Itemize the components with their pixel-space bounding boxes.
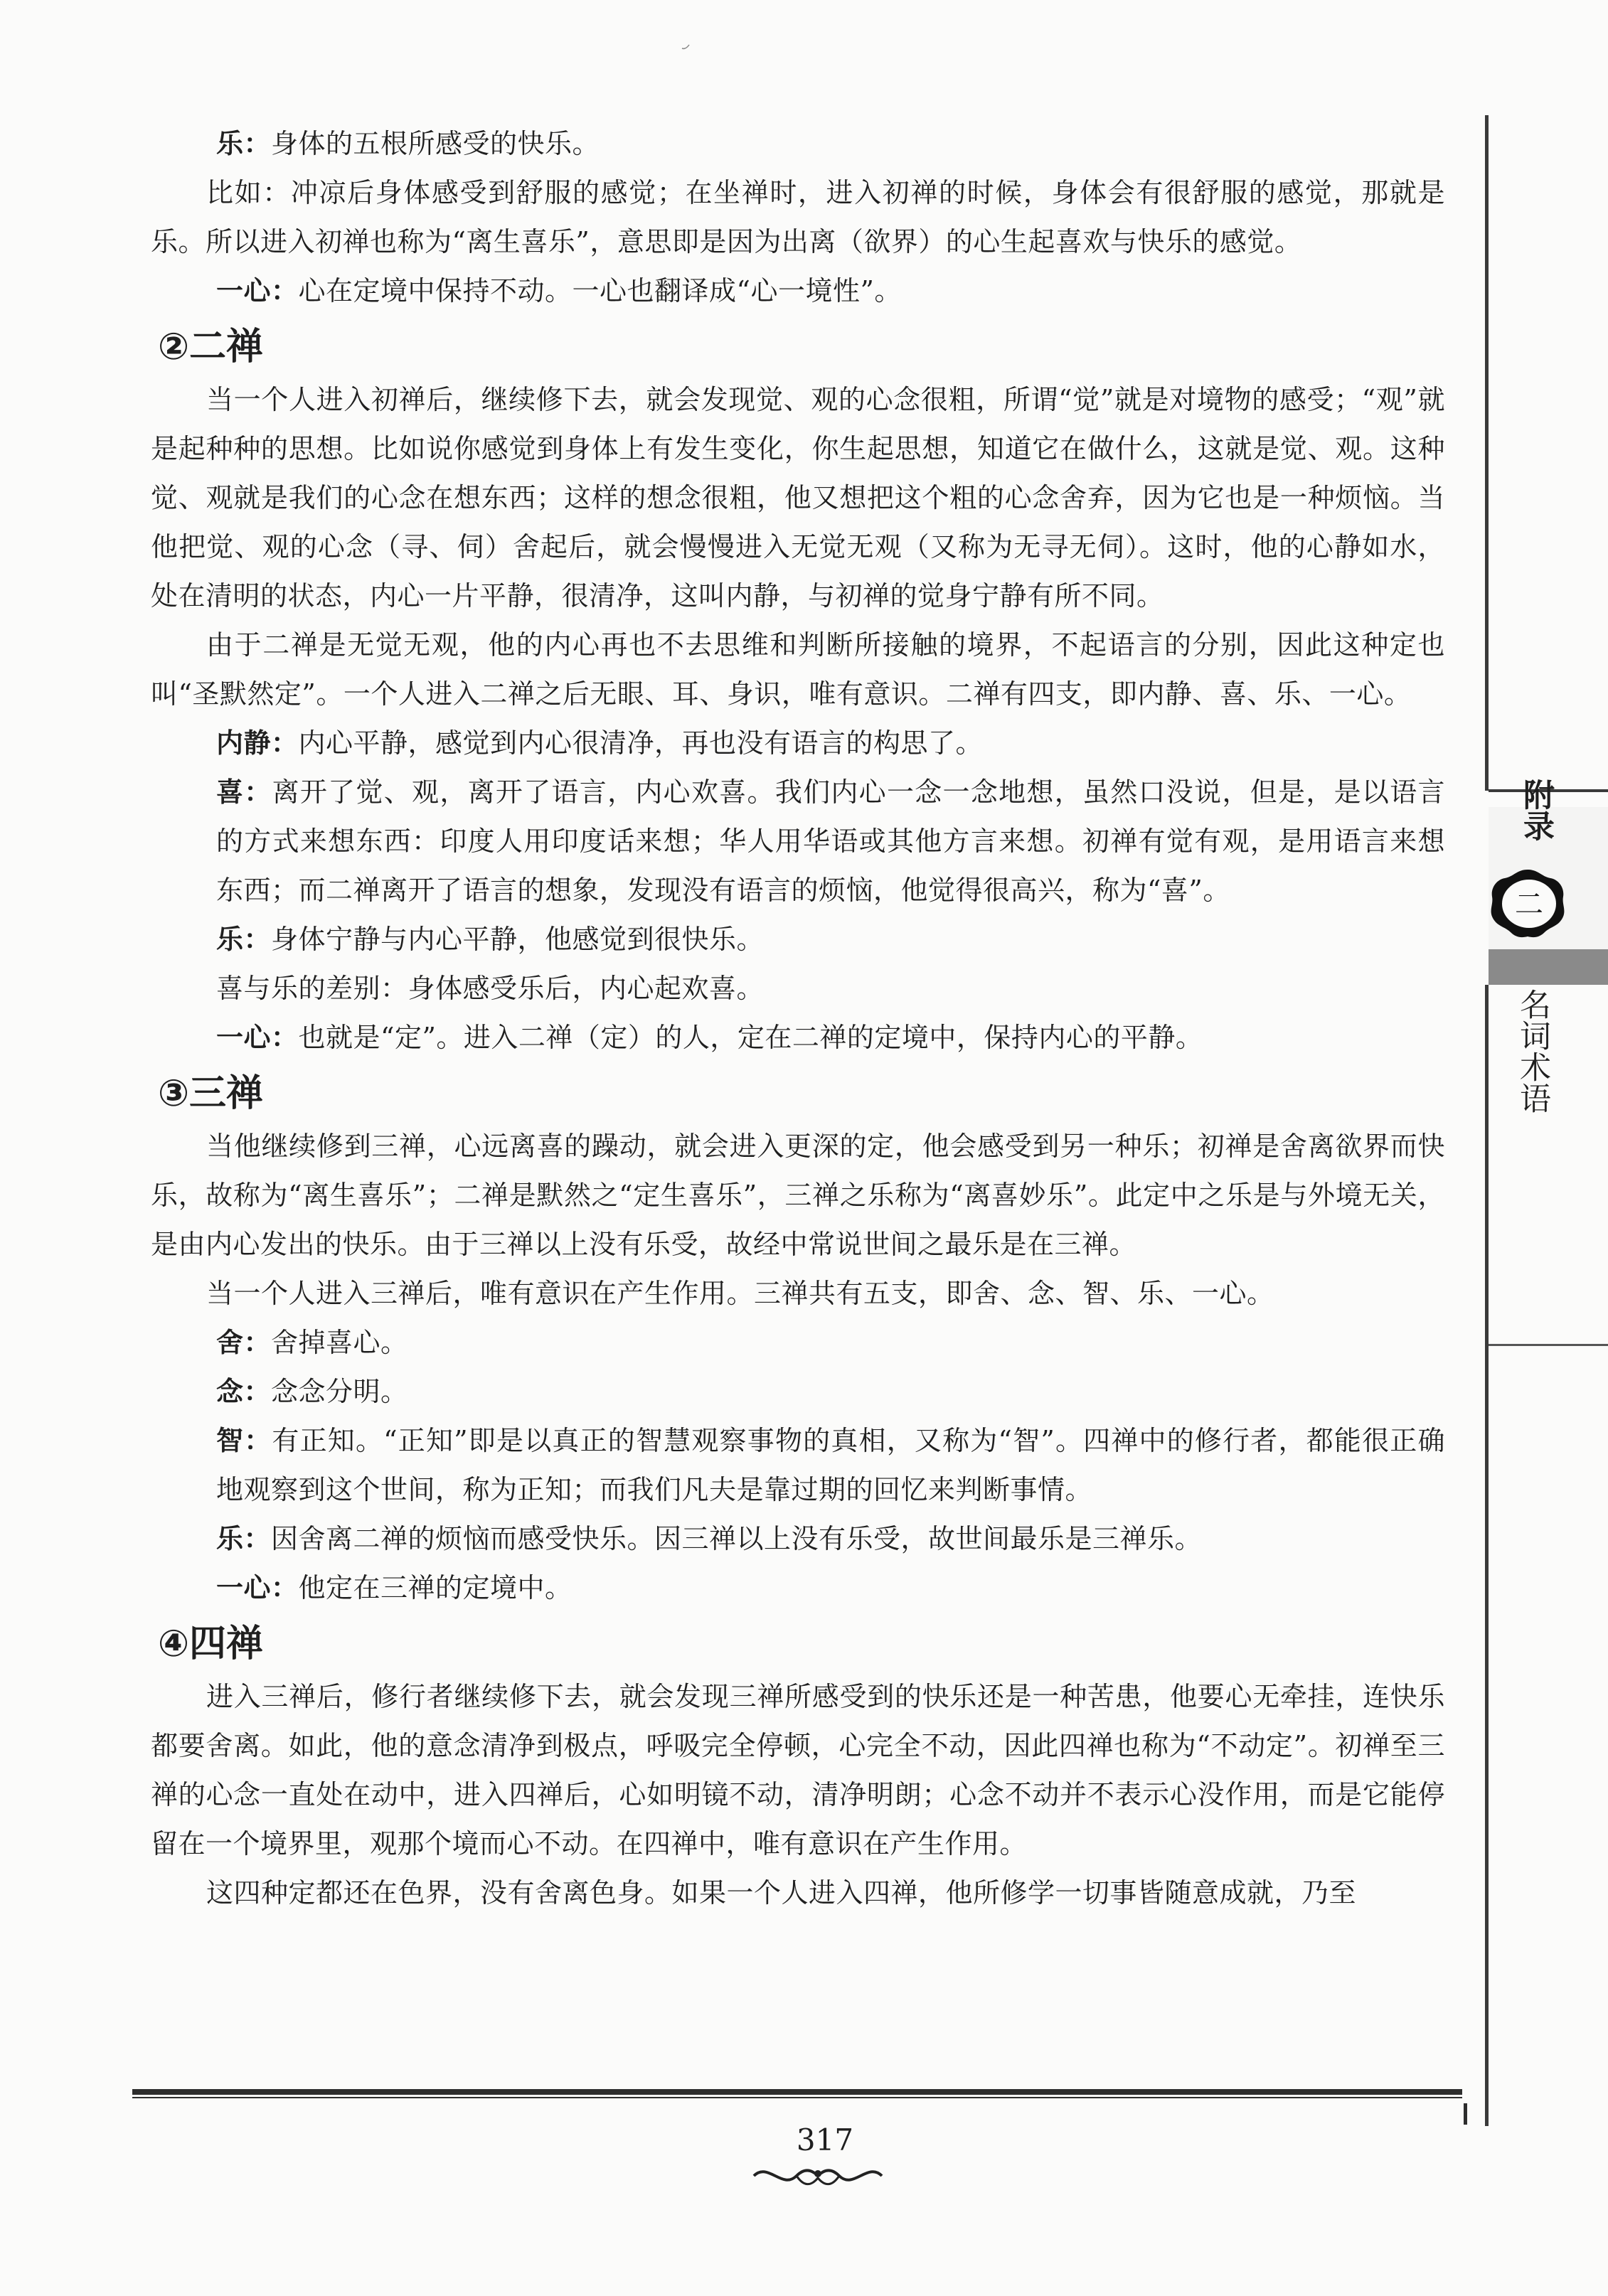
note: 喜与乐的差别：身体感受乐后，内心起欢喜。 — [216, 973, 765, 1004]
section-heading: ②二禅 — [158, 326, 264, 368]
definition — [151, 719, 1445, 768]
definition — [151, 267, 1445, 316]
definition — [151, 1013, 1445, 1062]
term: 乐： — [216, 1523, 272, 1554]
paragraph: 当他继续修到三禅，心远离喜的躁动，就会进入更深的定，他会感受到另一种乐；初禅是舍离欲界而快乐，故称为“离生喜乐”；二禅是默然之“定生喜乐”，三禅之乐称为“离喜妙乐”。此定中之乐是与外境无关，是由内心发出的快乐。由于三禅以上没有乐受，故经中常说世间之最乐是在三禅。 — [151, 1131, 1445, 1260]
paragraph: 这四种定都还在色界，没有舍离色身。如果一个人进入四禅，他所修学一切事皆随意成就，乃至 — [206, 1877, 1357, 1908]
definition-text: 有正知。“正知”即是以真正的智慧观察事物的真相，又称为“智”。四禅中的修行者，都能很正确地观察到这个世间，称为正知；而我们凡夫是靠过期的回忆来判断事情。 — [216, 1425, 1445, 1505]
appendix-number-badge — [1485, 864, 1570, 942]
term: 喜： — [216, 776, 272, 808]
term: 一心： — [216, 275, 299, 306]
definition-text: 也就是“定”。进入二禅（定）的人，定在二禅的定境中，保持内心的平静。 — [298, 1022, 1203, 1053]
definition-text: 身体的五根所感受的快乐。 — [271, 128, 600, 159]
term: 乐： — [216, 924, 272, 955]
definition-text: 身体宁静与内心平静，他感觉到很快乐。 — [271, 924, 765, 955]
appendix-label: 附录 — [1518, 779, 1554, 841]
page-number: 317 — [796, 2123, 854, 2157]
section-heading: ③三禅 — [158, 1072, 264, 1115]
definition — [151, 1318, 1445, 1367]
term: 念： — [216, 1376, 272, 1407]
print-mark — [681, 44, 690, 50]
section-label: 名词术语 — [1514, 988, 1550, 1114]
side-tab-divider — [1489, 1344, 1608, 1346]
margin-line — [1485, 985, 1489, 2126]
definition — [151, 119, 1445, 169]
definition-text: 内心平静，感觉到内心很清净，再也没有语言的构思了。 — [298, 727, 984, 759]
term: 内静： — [216, 727, 299, 759]
term: 一心： — [216, 1572, 299, 1603]
footer-rule — [1464, 2103, 1467, 2125]
paragraph: 进入三禅后，修行者继续修下去，就会发现三禅所感受到的快乐还是一种苦患，他要心无牵挂，连快乐都要舍离。如此，他的意念清净到极点，呼吸完全停顿，心完全不动，因此四禅也称为“不动定”。初禅至三禅的心念一直处在动中，进入四禅后，心如明镜不动，清净明朗；心念不动并不表示心没作用，而是它能停留在一个境界里，观那个境而心不动。在四禅中，唯有意识在产生作用。 — [151, 1681, 1445, 1859]
footer-rule — [132, 2089, 1462, 2095]
term: 智： — [216, 1425, 272, 1456]
main-text — [151, 119, 1445, 1918]
definition-text: 念念分明。 — [271, 1376, 408, 1407]
definition — [151, 768, 1445, 915]
paragraph: 当一个人进入初禅后，继续修下去，就会发现觉、观的心念很粗，所谓“觉”就是对境物的感受；“观”就是起种种的思想。比如说你感觉到身体上有发生变化，你生起思想，知道它在做什么，这就是觉、观。这种觉、观就是我们的心念在想东西；这样的想念很粗，他又想把这个粗的心念舍弃，因为它也是一种烦恼。当他把觉、观的心念（寻、伺）舍起后，就会慢慢进入无觉无观（又称为无寻无伺）。这时，他的心静如水，处在清明的状态，内心一片平静，很清净，这叫内静，与初禅的觉身宁静有所不同。 — [151, 384, 1445, 612]
definition-text: 离开了觉、观，离开了语言，内心欢喜。我们内心一念一念地想，虽然口没说，但是，是以语言的方式来想东西：印度人用印度话来想；华人用华语或其他方言来想。初禅有觉有观，是用语言来想东西；而二禅离开了语言的想象，发现没有语言的烦恼，他觉得很高兴，称为“喜”。 — [216, 776, 1445, 906]
definition-text: 因舍离二禅的烦恼而感受快乐。因三禅以上没有乐受，故世间最乐是三禅乐。 — [271, 1523, 1203, 1554]
term: 一心： — [216, 1022, 299, 1053]
paragraph: 当一个人进入三禅后，唯有意识在产生作用。三禅共有五支，即舍、念、智、乐、一心。 — [206, 1278, 1274, 1309]
definition — [151, 1564, 1445, 1613]
appendix-number: 二 — [1515, 888, 1543, 921]
margin-line — [1485, 115, 1489, 791]
definition — [151, 1367, 1445, 1416]
definition-text: 心在定境中保持不动。一心也翻译成“心一境性”。 — [298, 275, 902, 306]
section-heading: ④四禅 — [158, 1623, 264, 1665]
definition-text: 舍掉喜心。 — [271, 1327, 408, 1358]
footer-rule — [132, 2097, 1462, 2098]
side-tab-shade — [1489, 949, 1608, 985]
ornament-icon — [747, 2158, 889, 2194]
paragraph: 由于二禅是无觉无观，他的内心再也不去思维和判断所接触的境界，不起语言的分别，因此这种定也叫“圣默然定”。一个人进入二禅之后无眼、耳、身识，唯有意识。二禅有四支，即内静、喜、乐、一心。 — [151, 629, 1445, 710]
definition-text: 他定在三禅的定境中。 — [298, 1572, 573, 1603]
paragraph: 比如：冲凉后身体感受到舒服的感觉；在坐禅时，进入初禅的时候，身体会有很舒服的感觉，那就是乐。所以进入初禅也称为“离生喜乐”，意思即是因为出离（欲界）的心生起喜欢与快乐的感觉。 — [151, 177, 1445, 257]
definition — [151, 915, 1445, 964]
definition — [151, 1416, 1445, 1515]
term: 乐： — [216, 128, 272, 159]
definition — [151, 1515, 1445, 1564]
term: 舍： — [216, 1327, 272, 1358]
